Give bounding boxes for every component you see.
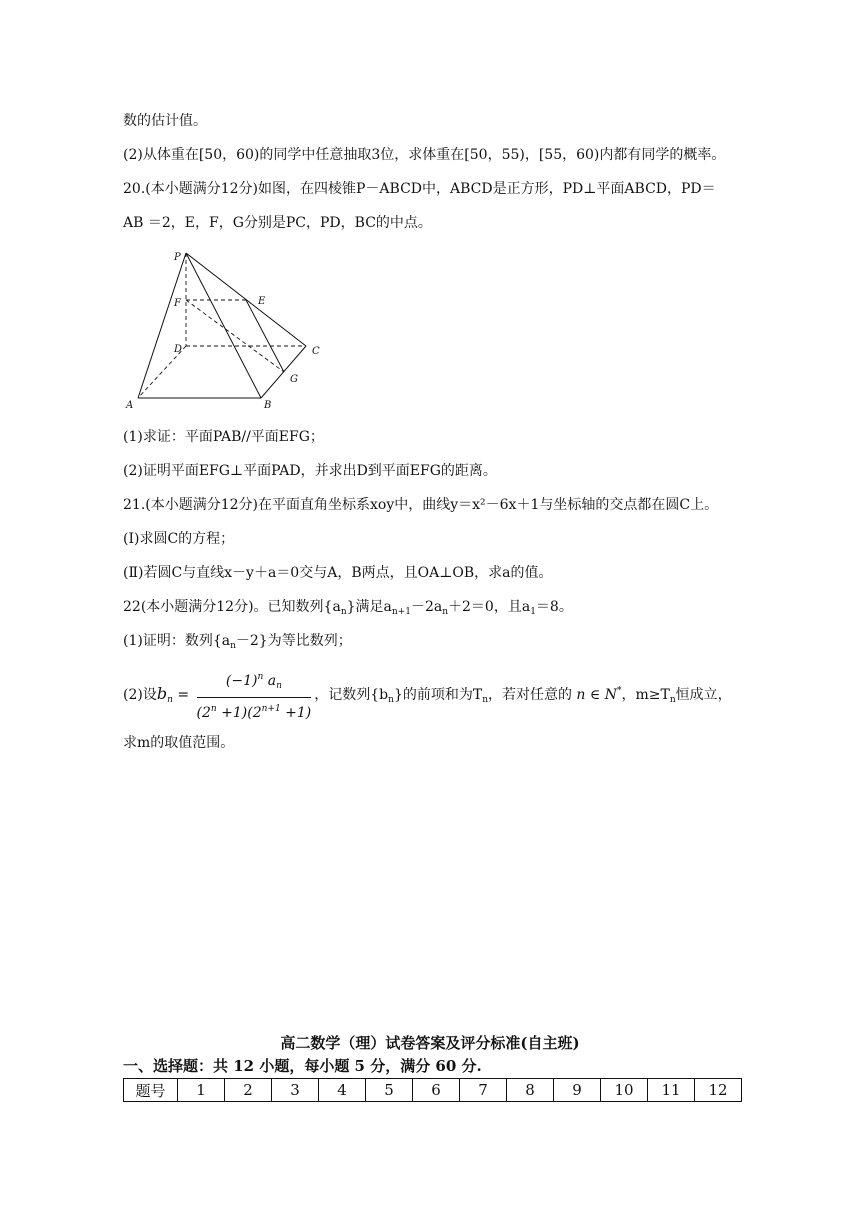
label-B: B <box>264 400 272 411</box>
answer-table <box>123 1078 742 1102</box>
pyramid-figure <box>118 246 328 414</box>
bn-fraction: $\frac{(-1)^n a_n}{(2^n +1)(2^{n+1} +1)}$ <box>197 668 312 722</box>
table-cell: 12 <box>695 1079 742 1102</box>
table-cell: 7 <box>460 1079 507 1102</box>
edge-EG <box>246 300 284 372</box>
q20-stem-line-1: 20.(本小题满分12分)如图，在四棱锥P－ABCD中，ABCD是正方形，PD⊥平面ABCD，PD＝ <box>123 181 716 197</box>
q20-part2: (2)证明平面EFG⊥平面PAD，并求出D到平面EFG的距离。 <box>123 463 497 479</box>
table-header-cell: 题号 <box>124 1079 178 1102</box>
label-G: G <box>290 374 298 385</box>
table-cell: 6 <box>413 1079 460 1102</box>
table-cell: 4 <box>319 1079 366 1102</box>
q20-part1: (1)求证：平面PAB//平面EFG； <box>123 429 324 445</box>
q20-stem-line-2: AB ＝2，E，F，G分别是PC，PD，BC的中点。 <box>123 215 432 231</box>
text-line-2: (2)从体重在[50，60)的同学中任意抽取3位，求体重在[50，55)，[55，60)内都有同学的概率。 <box>123 147 726 163</box>
label-D: D <box>174 344 183 355</box>
edge-PB <box>186 253 261 398</box>
q22-part1: (1)证明：数列$\{a_n-2\}$为等比数列； <box>123 633 352 651</box>
table-cell: 3 <box>272 1079 319 1102</box>
label-A: A <box>126 400 134 411</box>
edge-FG <box>186 300 284 372</box>
table-cell: 1 <box>178 1079 225 1102</box>
edge-PC <box>186 253 306 346</box>
q21-stem: 21.(本小题满分12分)在平面直角坐标系xoy中，曲线y＝x²－6x＋1与坐标轴的交点都在圆C上。 <box>123 497 719 513</box>
q22-part2: (2)设$b_n$ = $\frac{(-1)^n a_n}{(2^n +1)(2^{n+1} +1)}$ ，记数列$\{b_n\}$的前项和为$T_n$，若对任意的 n ∈ N*，$m\ge T_n$恒成立， <box>123 668 732 722</box>
table-cell: 8 <box>507 1079 554 1102</box>
label-F: F <box>174 298 181 309</box>
q21-part2: (Ⅱ)若圆C与直线x－y＋a＝0交与A，B两点，且OA⊥OB，求a的值。 <box>123 565 553 581</box>
label-C: C <box>312 346 320 357</box>
answer-title: 高二数学（理）试卷答案及评分标准(自主班) <box>280 1034 580 1052</box>
label-P: P <box>174 252 181 263</box>
q21-part1: (Ⅰ)求圆C的方程； <box>123 531 235 547</box>
q22-part2-cont: 求m的取值范围。 <box>123 735 235 751</box>
text-line-1: 数的估计值。 <box>123 113 207 129</box>
table-cell: 2 <box>225 1079 272 1102</box>
table-cell: 10 <box>601 1079 648 1102</box>
label-E: E <box>258 296 266 307</box>
table-cell: 9 <box>554 1079 601 1102</box>
answer-section-heading: 一、选择题：共 12 小题，每小题 5 分，满分 60 分. <box>123 1057 482 1075</box>
edge-PA <box>138 253 186 398</box>
table-cell: 5 <box>366 1079 413 1102</box>
q22-stem: 22(本小题满分12分)。已知数列$\{a_n\}$满足$a_{n+1}-2a_n+2=0$，且$a_1=8$。 <box>123 599 573 617</box>
table-cell: 11 <box>648 1079 695 1102</box>
table-row <box>124 1079 742 1102</box>
